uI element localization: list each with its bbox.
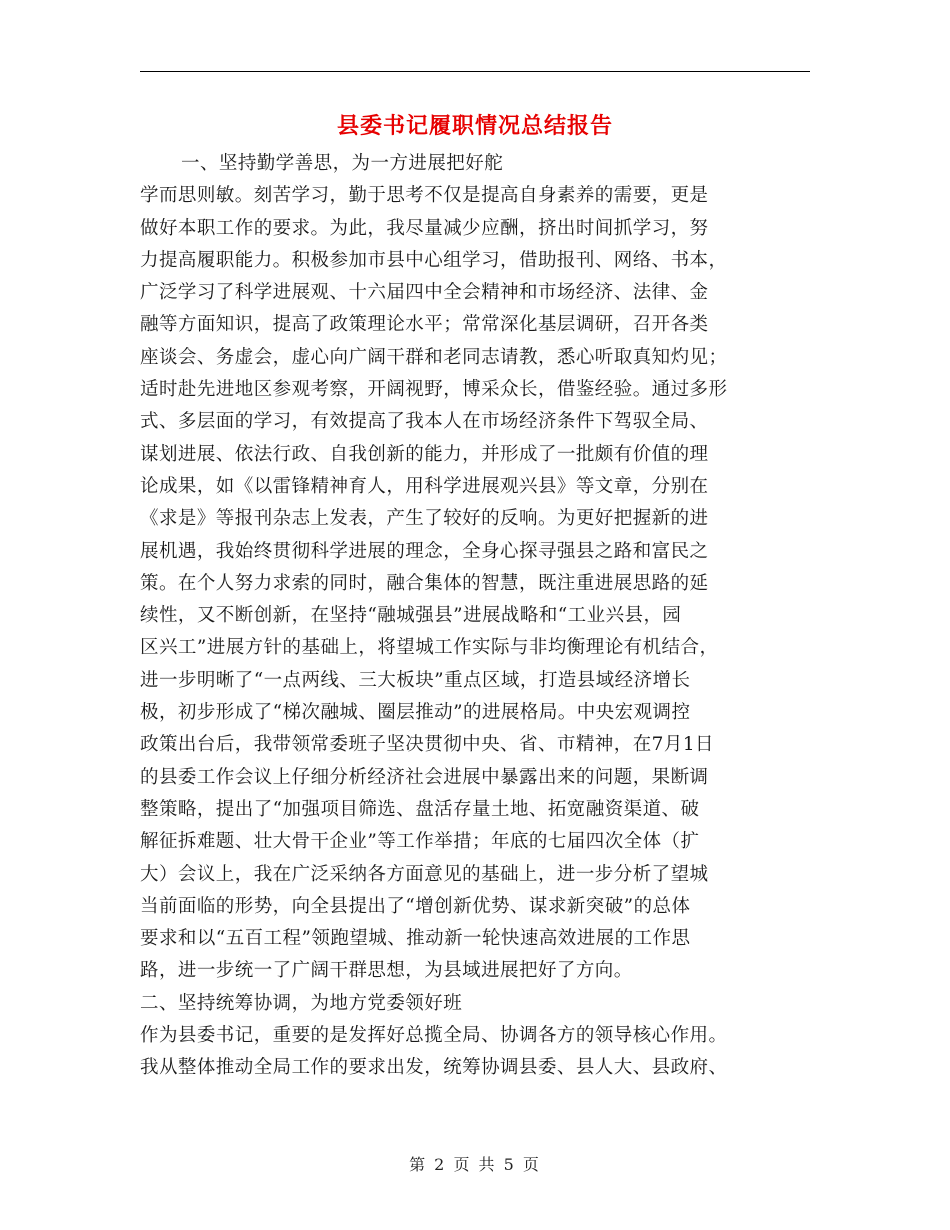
body-line: 展机遇，我始终贯彻科学进展的理念，全身心探寻强县之路和富民之 — [140, 540, 709, 562]
body-line: 式、多层面的学习，有效提高了我本人在市场经济条件下驾驭全局、 — [140, 411, 709, 433]
body-line: 适时赴先进地区参观考察，开阔视野，博采众长，借鉴经验。通过多形 — [140, 379, 728, 401]
body-line: 力提高履职能力。积极参加市县中心组学习，借助报刊、网络、书本， — [140, 249, 728, 271]
document-body — [140, 148, 820, 1085]
body-line: 要求和以“五百工程”领跑望城、推动新一轮快速高效进展的工作思 — [140, 928, 691, 950]
page-number: 第 2 页 共 5 页 — [409, 1155, 541, 1174]
body-line: 学而思则敏。刻苦学习，勤于思考不仅是提高自身素养的需要，更是 — [140, 185, 709, 207]
body-line: 座谈会、务虚会，虚心向广阔干群和老同志请教，悉心听取真知灼见； — [140, 346, 728, 368]
section-heading-2: 二、坚持统筹协调，为地方党委领好班 — [140, 992, 463, 1014]
body-line: 谋划进展、依法行政、自我创新的能力，并形成了一批颇有价值的理 — [140, 443, 709, 465]
body-line: 区兴工”进展方针的基础上，将望城工作实际与非均衡理论有机结合， — [140, 637, 719, 659]
body-line: 整策略，提出了“加强项目筛选、盘活存量土地、拓宽融资渠道、破 — [140, 798, 700, 820]
body-line: 我从整体推动全局工作的要求出发，统筹协调县委、县人大、县政府、 — [140, 1057, 728, 1079]
section-heading-1: 一、坚持勤学善思，为一方进展把好舵 — [181, 153, 504, 174]
body-line: 的县委工作会议上仔细分析经济社会进展中暴露出来的问题，果断调 — [140, 766, 709, 788]
body-line: 解征拆难题、壮大骨干企业”等工作举措；年底的七届四次全体（扩 — [140, 831, 700, 853]
document-title: 县委书记履职情况总结报告 — [336, 113, 613, 139]
body-line: 政策出台后，我带领常委班子坚决贯彻中央、省、市精神，在7月1日 — [140, 734, 714, 756]
body-line: 做好本职工作的要求。为此，我尽量减少应酬，挤出时间抓学习，努 — [140, 217, 709, 239]
body-line: 当前面临的形势，向全县提出了“增创新优势、谋求新突破”的总体 — [140, 895, 691, 917]
body-line: 《求是》等报刊杂志上发表，产生了较好的反响。为更好把握新的进 — [140, 508, 709, 530]
body-line: 大）会议上，我在广泛采纳各方面意见的基础上，进一步分析了望城 — [140, 863, 709, 885]
body-line: 路，进一步统一了广阔干群思想，为县域进展把好了方向。 — [140, 960, 633, 982]
body-line: 广泛学习了科学进展观、十六届四中全会精神和市场经济、法律、金 — [140, 282, 709, 304]
header-rule — [140, 71, 810, 72]
body-line: 极，初步形成了“梯次融城、圈层推动”的进展格局。中央宏观调控 — [140, 702, 691, 724]
body-line: 续性，又不断创新，在坚持“融城强县”进展战略和“工业兴县，园 — [140, 605, 682, 627]
body-line: 进一步明晰了“一点两线、三大板块”重点区域，打造县域经济增长 — [140, 669, 691, 691]
body-line: 论成果，如《以雷锋精神育人，用科学进展观兴县》等文章，分别在 — [140, 475, 709, 497]
body-line: 策。在个人努力求索的同时，融合集体的智慧，既注重进展思路的延 — [140, 572, 709, 594]
body-line: 作为县委书记，重要的是发挥好总揽全局、协调各方的领导核心作用。 — [140, 1025, 728, 1047]
body-line: 融等方面知识，提高了政策理论水平；常常深化基层调研，召开各类 — [140, 314, 709, 336]
